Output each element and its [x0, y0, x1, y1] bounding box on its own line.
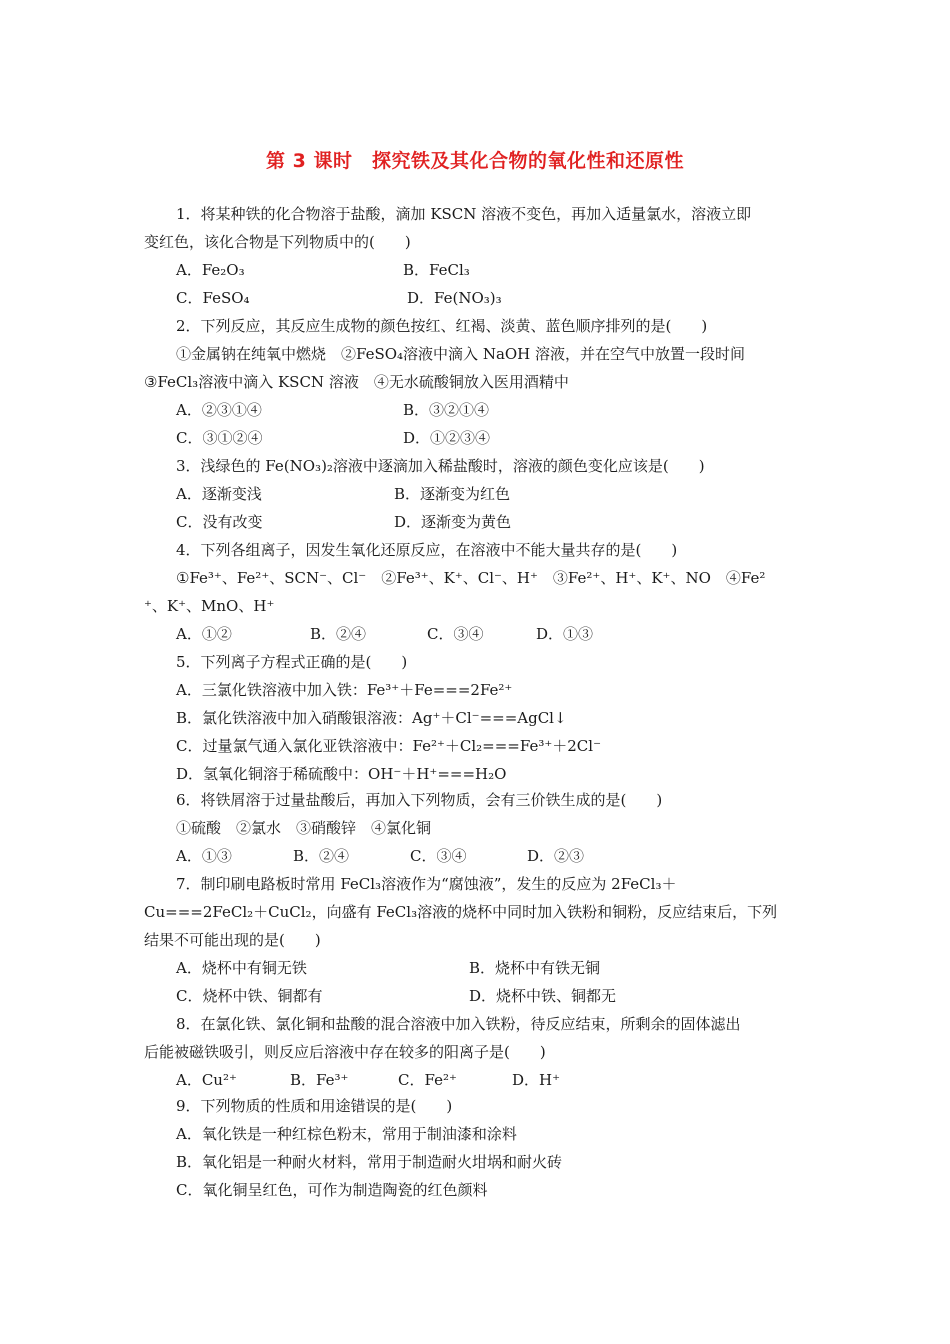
- question-5-option-b: B．氯化铁溶液中加入硝酸银溶液：Ag⁺＋Cl⁻===AgCl↓: [176, 709, 567, 727]
- question-1-stem-cont: 变红色，该化合物是下列物质中的( ): [144, 233, 411, 251]
- question-7-option-b: B．烧杯中有铁无铜: [469, 959, 601, 977]
- question-7-option-c: C．烧杯中铁、铜都有: [176, 987, 323, 1005]
- question-3-option-b: B．逐渐变为红色: [394, 485, 511, 503]
- question-3-option-a: A．逐渐变浅: [176, 485, 262, 503]
- question-6-option-d: D．②③: [527, 847, 585, 865]
- question-6-stem: 6．将铁屑溶于过量盐酸后，再加入下列物质，会有三价铁生成的是( ): [176, 791, 663, 809]
- question-9-option-c: C．氧化铜呈红色，可作为制造陶瓷的红色颜料: [176, 1181, 488, 1199]
- question-4-option-c: C．③④: [427, 625, 484, 643]
- question-5-option-d: D．氢氧化铜溶于稀硫酸中：OH⁻＋H⁺===H₂O: [176, 765, 507, 783]
- question-1-option-b: B．FeCl₃: [403, 261, 470, 279]
- question-4-option-a: A．①②: [176, 625, 232, 643]
- question-7-stem-cont-2: 结果不可能出现的是( ): [144, 931, 321, 949]
- question-9-stem: 9．下列物质的性质和用途错误的是( ): [176, 1097, 453, 1115]
- question-7-option-d: D．烧杯中铁、铜都无: [469, 987, 617, 1005]
- question-1-option-c: C．FeSO₄: [176, 289, 250, 307]
- question-5-stem: 5．下列离子方程式正确的是( ): [176, 653, 408, 671]
- question-3-option-d: D．逐渐变为黄色: [394, 513, 512, 531]
- question-8-stem-cont: 后能被磁铁吸引，则反应后溶液中存在较多的阳离子是( ): [144, 1043, 546, 1061]
- question-6-option-c: C．③④: [410, 847, 467, 865]
- question-8-stem: 8．在氯化铁、氯化铜和盐酸的混合溶液中加入铁粉，待反应结束，所剩余的固体滤出: [176, 1015, 741, 1033]
- question-4-statement-1: ①Fe³⁺、Fe²⁺、SCN⁻、Cl⁻ ②Fe³⁺、K⁺、Cl⁻、H⁺ ③Fe²⁺、H⁺、K⁺、NO ④Fe²: [176, 569, 766, 587]
- question-2-option-c: C．③①②④: [176, 429, 263, 447]
- question-3-option-c: C．没有改变: [176, 513, 263, 531]
- question-7-stem-cont-1: Cu===2FeCl₂＋CuCl₂，向盛有 FeCl₃溶液的烧杯中同时加入铁粉和铜粉，反应结束后，下列: [144, 903, 778, 921]
- question-4-option-d: D．①③: [536, 625, 594, 643]
- question-4-option-b: B．②④: [310, 625, 367, 643]
- question-6-option-a: A．①③: [176, 847, 232, 865]
- question-1-option-d: D．Fe(NO₃)₃: [407, 289, 502, 307]
- question-2-option-d: D．①②③④: [403, 429, 491, 447]
- question-9-option-a: A．氧化铁是一种红棕色粉末，常用于制油漆和涂料: [176, 1125, 517, 1143]
- question-3-stem: 3．浅绿色的 Fe(NO₃)₂溶液中逐滴加入稀盐酸时，溶液的颜色变化应该是( ): [176, 457, 705, 475]
- question-4-stem: 4．下列各组离子，因发生氧化还原反应，在溶液中不能大量共存的是( ): [176, 541, 678, 559]
- question-5-option-c: C．过量氯气通入氯化亚铁溶液中：Fe²⁺＋Cl₂===Fe³⁺＋2Cl⁻: [176, 737, 601, 755]
- question-7-stem: 7．制印刷电路板时常用 FeCl₃溶液作为“腐蚀液”，发生的反应为 2FeCl₃＋: [176, 875, 677, 893]
- question-8-option-b: B．Fe³⁺: [290, 1071, 349, 1089]
- question-5-option-a: A．三氯化铁溶液中加入铁：Fe³⁺＋Fe===2Fe²⁺: [176, 681, 513, 699]
- question-2-stem: 2．下列反应，其反应生成物的颜色按红、红褐、淡黄、蓝色顺序排列的是( ): [176, 317, 708, 335]
- question-7-option-a: A．烧杯中有铜无铁: [176, 959, 307, 977]
- question-1-option-a: A．Fe₂O₃: [176, 261, 245, 279]
- question-2-option-b: B．③②①④: [403, 401, 490, 419]
- question-8-option-a: A．Cu²⁺: [176, 1071, 237, 1089]
- question-9-option-b: B．氧化铝是一种耐火材料，常用于制造耐火坩埚和耐火砖: [176, 1153, 563, 1171]
- question-2-statement-2: ③FeCl₃溶液中滴入 KSCN 溶液 ④无水硫酸铜放入医用酒精中: [144, 373, 569, 391]
- question-6-option-b: B．②④: [293, 847, 350, 865]
- question-1-stem: 1．将某种铁的化合物溶于盐酸，滴加 KSCN 溶液不变色，再加入适量氯水，溶液立即: [176, 205, 752, 223]
- question-6-statements: ①硫酸 ②氯水 ③硝酸锌 ④氯化铜: [176, 819, 432, 837]
- page-title: 第 3 课时 探究铁及其化合物的氧化性和还原性: [266, 150, 684, 172]
- question-2-statement-1: ①金属钠在纯氧中燃烧 ②FeSO₄溶液中滴入 NaOH 溶液，并在空气中放置一段时间: [176, 345, 746, 363]
- question-8-option-c: C．Fe²⁺: [398, 1071, 457, 1089]
- question-8-option-d: D．H⁺: [512, 1071, 561, 1089]
- question-2-option-a: A．②③①④: [176, 401, 262, 419]
- question-4-statement-2: ⁺、K⁺、MnO、H⁺: [144, 597, 275, 615]
